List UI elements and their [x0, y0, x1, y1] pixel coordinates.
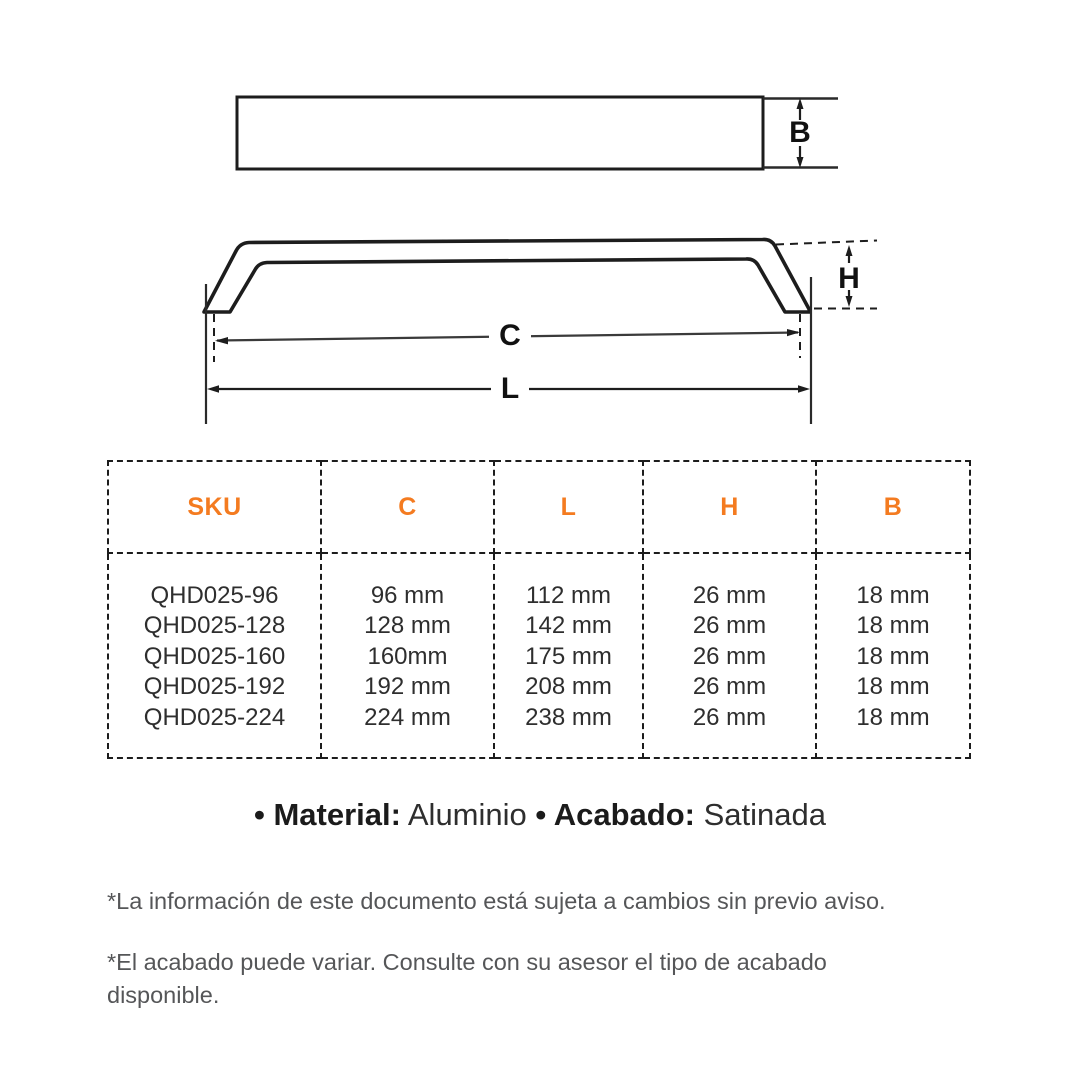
sku-value: QHD025-160	[143, 642, 286, 670]
table-header-b: B	[816, 461, 970, 553]
sku-value: QHD025-224	[143, 703, 286, 731]
sku-value: QHD025-192	[143, 673, 286, 701]
material-value: Aluminio	[407, 797, 527, 832]
table-header-row	[108, 461, 970, 553]
table-header-h: H	[643, 461, 816, 553]
table-header-c: C	[321, 461, 494, 553]
dim-label-l: L	[491, 374, 529, 404]
footnote-info-changes: *La información de este documento está sujeta a cambios sin previo aviso.	[107, 887, 886, 914]
dim-label-c: C	[489, 321, 531, 351]
side-view-drawing	[204, 239, 877, 424]
spec-table	[107, 460, 969, 759]
l-value: 112 mm	[526, 582, 611, 609]
finish-label: • Acabado:	[535, 797, 695, 832]
l-value: 175 mm	[525, 642, 612, 670]
column-b	[816, 553, 970, 758]
table-header-sku: SKU	[108, 461, 321, 553]
b-value: 18 mm	[856, 612, 930, 640]
l-value: 208 mm	[525, 673, 612, 701]
table-header-l: L	[494, 461, 643, 553]
h-value: 26 mm	[692, 673, 767, 701]
h-value: 26 mm	[692, 612, 767, 640]
h-value: 26 mm	[692, 703, 767, 731]
material-label: • Material:	[254, 797, 401, 832]
c-value: 192 mm	[364, 673, 451, 701]
l-value: 142 mm	[525, 612, 612, 640]
h-value: 26 mm	[692, 642, 767, 670]
sku-value: QHD025-128	[143, 612, 286, 640]
top-view-drawing	[237, 97, 838, 169]
c-value: 96 mm	[370, 582, 445, 609]
column-h	[643, 553, 816, 758]
column-c	[321, 553, 494, 758]
b-value: 18 mm	[856, 703, 930, 731]
handle-outline	[204, 239, 810, 312]
finish-value: Satinada	[703, 797, 826, 832]
dim-label-h: H	[838, 262, 860, 295]
column-sku	[108, 553, 321, 758]
c-value: 160mm	[367, 642, 448, 670]
technical-drawing-canvas	[0, 0, 1080, 450]
b-value: 18 mm	[856, 673, 930, 701]
footnote-finish-varies: *El acabado puede variar. Consulte con su asesor el tipo de acabado disponible.	[107, 948, 827, 1008]
table-body-row	[108, 553, 970, 758]
c-value: 128 mm	[364, 612, 451, 640]
h-value: 26 mm	[692, 582, 767, 609]
b-value: 18 mm	[856, 582, 930, 609]
b-value: 18 mm	[856, 642, 930, 670]
material-finish-line	[0, 797, 1080, 833]
sku-value: QHD025-96	[150, 582, 279, 609]
l-value: 238 mm	[525, 703, 612, 731]
c-value: 224 mm	[364, 703, 451, 731]
dim-label-b: B	[789, 116, 811, 149]
column-l	[494, 553, 643, 758]
